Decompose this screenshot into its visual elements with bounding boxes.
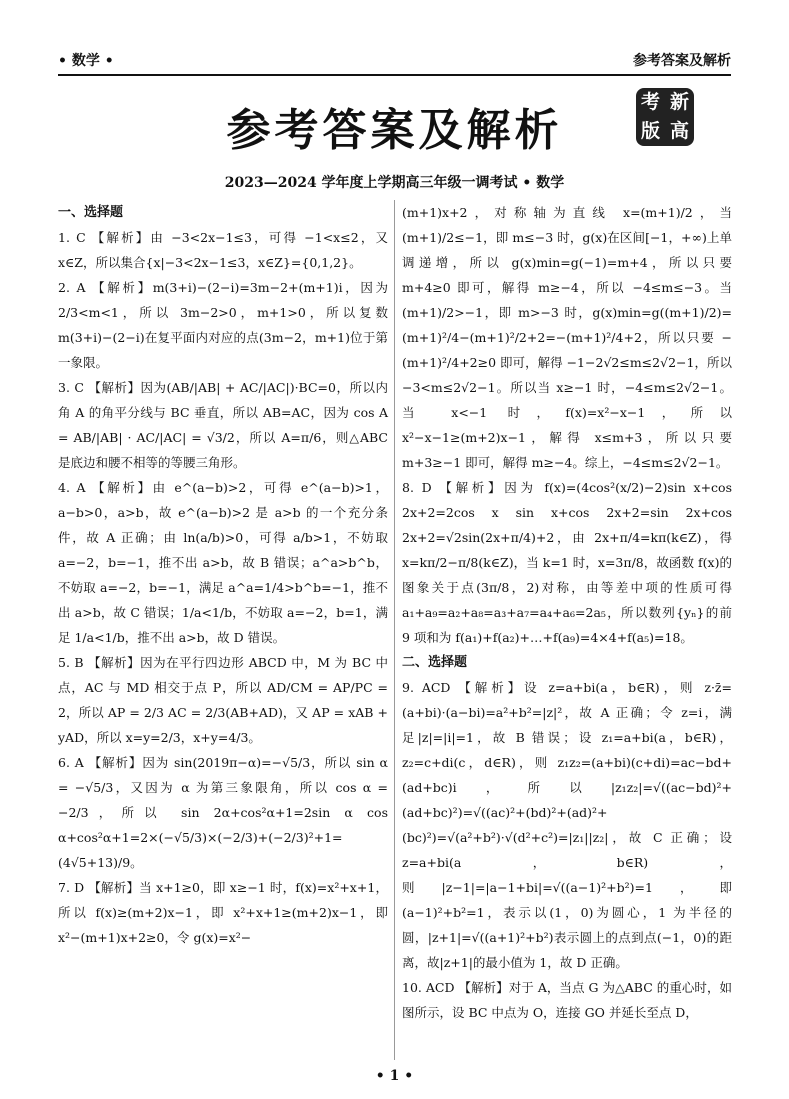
answer-item: 10. ACD 【解析】对于 A，当点 G 为△ABC 的重心时，如图所示，设 BC 中点为 O，连接 GO 并延长至点 D， bbox=[402, 980, 732, 1020]
title-row bbox=[0, 88, 789, 158]
column-divider bbox=[394, 200, 395, 1060]
answer-item: 2. A 【解析】m(3+i)−(2−i)=3m−2+(m+1)i，因为 2/3<m<1，所以 3m−2>0，m+1>0，所以复数 m(3+i)−(2−i)在复平面内对应的点(3m−2，m+1)位于第一象限。 bbox=[58, 280, 388, 370]
badge-char: 高 bbox=[669, 120, 689, 142]
badge-char: 考 bbox=[640, 91, 660, 113]
page-title: 参考答案及解析 bbox=[226, 105, 563, 156]
section-heading: 二、选择题 bbox=[402, 655, 468, 670]
badge-char: 新 bbox=[669, 91, 689, 113]
header-doc-type: 参考答案及解析 bbox=[633, 53, 731, 69]
page-number: • 1 • bbox=[375, 1068, 414, 1084]
answer-item: 1. C 【解析】由 −3<2x−1≤3，可得 −1<x≤2，又 x∈Z，所以集合{x|−3<2x−1≤3，x∈Z}={0,1,2}。 bbox=[58, 230, 388, 270]
answer-item: 3. C 【解析】因为(AB/|AB| + AC/|AC|)·BC=0，所以内角 A 的角平分线与 BC 垂直，所以 AB=AC，因为 cos A = AB/|AB| · AC/|AC| = √3/2，所以 A=π/6，则△ABC 是底边和腰不相等的等腰三角形。 bbox=[58, 380, 388, 470]
header-subject: • 数学 • bbox=[58, 53, 114, 69]
answer-item: 7. D 【解析】当 x+1≥0，即 x≥−1 时，f(x)=x²+x+1，所以 f(x)≥(m+2)x−1，即 x²+x+1≥(m+2)x−1，即 x²−(m+1)x+2≥0，令 g(x)=x²− bbox=[58, 880, 388, 945]
answer-item: 6. A 【解析】因为 sin(2019π−α)=−√5/3，所以 sin α = −√5/3，又因为 α 为第三象限角，所以 cos α = −2/3，所以 sin 2α+cos²α+1=2sin α cos α+cos²α+1=2×(−√5/3)×(−2/3)+(−2/3)²+1=(4√5+13)/9。 bbox=[58, 755, 388, 870]
right-column bbox=[402, 200, 732, 1025]
answer-item: 4. A 【解析】由 e^(a−b)>2，可得 e^(a−b)>1，a−b>0，a>b，故 e^(a−b)>2 是 a>b 的一个充分条件，故 A 正确；由 ln(a/b)>0，可得 a/b>1，不妨取 a=−2，b=−1，推不出 a>b，故 B 错误；a^a>b^b，不妨取 a=−2，b=−1，满足 a^a=1/4>b^b=−1，推不出 a>b，故 C 错误；1/a<1/b，不妨取 a=−2，b=1，满足 1/a<1/b，推不出 a>b，故 D 错误。 bbox=[58, 480, 388, 645]
brand-badge bbox=[636, 88, 694, 146]
page-header bbox=[58, 44, 731, 76]
answer-item: 9. ACD 【解析】设 z=a+bi(a，b∈R)，则 z·z̄=(a+bi)·(a−bi)=a²+b²=|z|²，故 A 正确；令 z=i，满足|z|=|i|=1，故 B 错误；设 z₁=a+bi(a，b∈R)，z₂=c+di(c，d∈R)，则 z₁z₂=(a+bi)(c+di)=ac−bd+(ad+bc)i，所以|z₁z₂|=√((ac−bd)²+(ad+bc)²)=√((ac)²+(bd)²+(ad)²+(bc)²)=√(a²+b²)·√(d²+c²)=|z₁||z₂|，故 C 正确；设 z=a+bi(a，b∈R)，则|z−1|=|a−1+bi|=√((a−1)²+b²)=1，即(a−1)²+b²=1，表示以(1，0)为圆心，1 为半径的圆，|z+1|=√((a+1)²+b²)表示圆上的点到点(−1，0)的距离，故|z+1|的最小值为 1，故 D 正确。 bbox=[402, 680, 732, 970]
answer-item: (m+1)x+2，对称轴为直线 x=(m+1)/2，当 (m+1)/2≤−1，即 m≤−3 时，g(x)在区间[−1，+∞)上单调递增，所以 g(x)min=g(−1)=m+4，所以只要 m+4≥0 即可，解得 m≥−4，所以 −4≤m≤−3。当 (m+1)/2>−1，即 m>−3 时，g(x)min=g((m+1)/2)=(m+1)²/4−(m+1)²/2+2=−(m+1)²/4+2，所以只要 −(m+1)²/4+2≥0 即可，解得 −1−2√2≤m≤2√2−1，所以 −3<m≤2√2−1。所以当 x≥−1 时，−4≤m≤2√2−1。当 x<−1 时，f(x)=x²−x−1，所以 x²−x−1≥(m+2)x−1，解得 x≤m+3，所以只要 m+3≥−1 即可，解得 m≥−4。综上，−4≤m≤2√2−1。 bbox=[402, 205, 732, 470]
exam-subtitle: 2023—2024 学年度上学期高三年级一调考试 • 数学 bbox=[224, 175, 565, 191]
answer-item: 8. D 【解析】因为 f(x)=(4cos²(x/2)−2)sin x+cos 2x+2=2cos x sin x+cos 2x+2=sin 2x+cos 2x+2=√2sin(2x+π/4)+2，由 2x+π/4=kπ(k∈Z)，得 x=kπ/2−π/8(k∈Z)，当 k=1 时，x=3π/8，故函数 f(x)的图象关于点(3π/8，2)对称，由等差中项的性质可得 a₁+a₉=a₂+a₈=a₃+a₇=a₄+a₆=2a₅，所以数列{yₙ}的前 9 项和为 f(a₁)+f(a₂)+…+f(a₉)=4×4+f(a₅)=18。 bbox=[402, 480, 732, 645]
badge-char: 版 bbox=[640, 120, 660, 142]
left-column bbox=[58, 200, 388, 950]
answer-item: 5. B 【解析】因为在平行四边形 ABCD 中，M 为 BC 中点，AC 与 MD 相交于点 P，所以 AD/CM = AP/PC = 2，所以 AP = 2/3 AC = 2/3(AB+AD)，又 AP = xAB + yAD，所以 x=y=2/3，x+y=4/3。 bbox=[58, 655, 388, 745]
section-heading: 一、选择题 bbox=[58, 205, 124, 220]
